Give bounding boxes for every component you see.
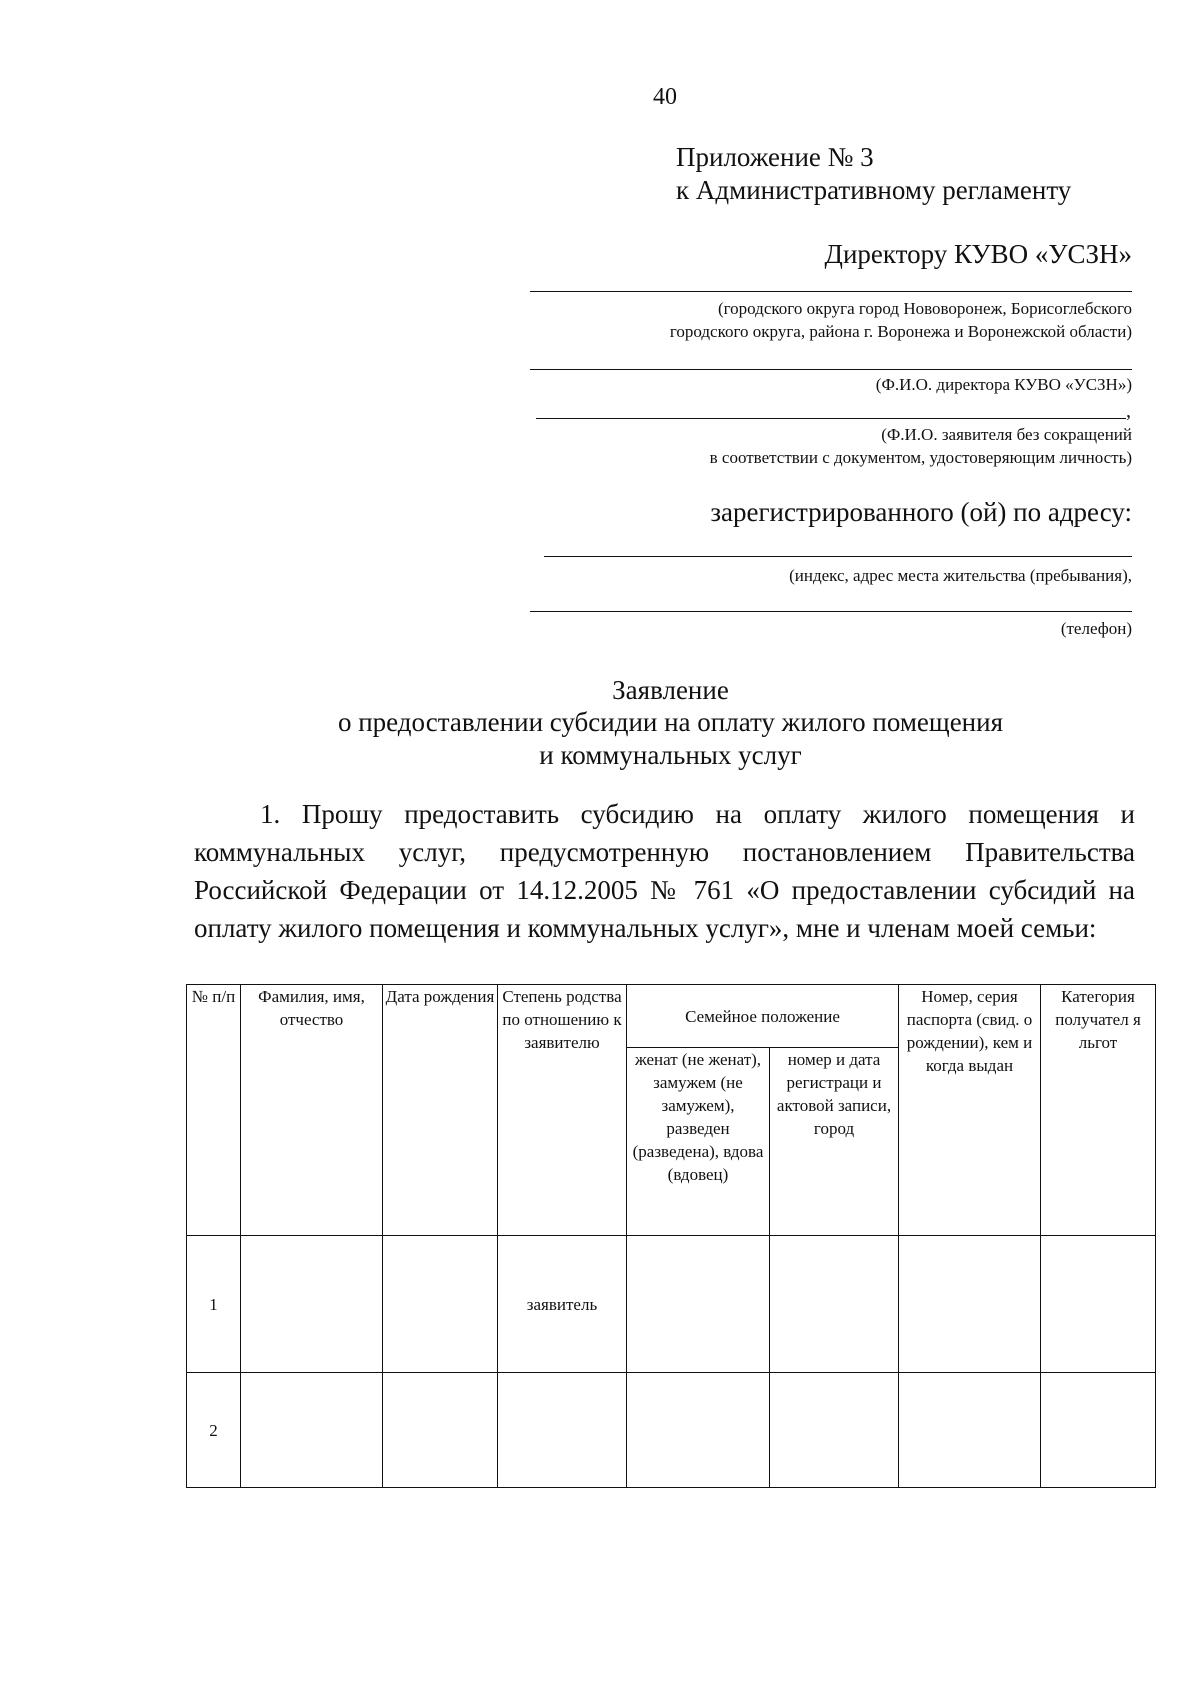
director-hint: (Ф.И.О. директора КУВО «УСЗН») [875,375,1132,394]
row-category[interactable] [1041,1236,1156,1373]
header-passport: Номер, серия паспорта (свид. о рождении), кем и когда выдан [899,985,1041,1236]
row-birth[interactable] [383,1236,498,1373]
table-row [187,1236,1156,1373]
header-family-status: Семейное положение [627,985,899,1048]
page-number: 40 [653,84,677,110]
row-category[interactable] [1041,1373,1156,1488]
statement-paragraph: 1. Прошу предоставить субсидию на оплату жилого помещения и коммунальных услуг, предусмотренную постановлением Правительства Российской Федерации от 14.12.2005 № 761 «О предоставлении субсидий на оплату жилого помещения и коммунальных услуг», мне и членам моей семьи: [194,799,1135,943]
row-relation[interactable] [498,1373,627,1488]
row-name[interactable] [241,1373,383,1488]
applicant-hint-line2: в соответствии с документом, удостоверяющим личность) [709,448,1132,467]
header-num: № п/п [187,985,241,1236]
address-input-line[interactable] [544,556,1132,557]
row-passport[interactable] [899,1236,1041,1373]
addressee-title: Директору КУВО «УСЗН» [824,239,1132,269]
row-num: 2 [187,1373,241,1488]
director-name-line[interactable] [530,369,1132,370]
row-marital[interactable] [627,1373,770,1488]
statement-subtitle-line2: и коммунальных услуг [539,740,802,770]
row-registration[interactable] [770,1373,899,1488]
row-marital[interactable] [627,1236,770,1373]
row-name[interactable] [241,1236,383,1373]
appendix-title: Приложение № 3 [676,142,874,172]
applicant-name-line[interactable] [536,418,1126,419]
header-category: Категория получател я льгот [1041,985,1156,1236]
statement-title: Заявление [612,675,729,705]
table-row [187,1373,1156,1488]
statement-subtitle-line1: о предоставлении субсидии на оплату жилого помещения [337,707,1004,737]
header-marital: женат (не женат), замужем (не замужем), разведен (разведена), вдова (вдовец) [627,1048,770,1236]
row-passport[interactable] [899,1373,1041,1488]
phone-hint: (телефон) [1060,619,1132,638]
applicant-comma: , [1126,400,1131,422]
header-name: Фамилия, имя, отчество [241,985,383,1236]
org-hint-line2: городского округа, района г. Воронежа и Воронежской области) [669,322,1132,341]
header-birth: Дата рождения [383,985,498,1236]
row-relation: заявитель [498,1236,627,1373]
family-members-table [186,984,1156,1488]
org-input-line[interactable] [530,291,1132,292]
applicant-hint-line1: (Ф.И.О. заявителя без сокращений [881,425,1132,444]
row-registration[interactable] [770,1236,899,1373]
address-hint: (индекс, адрес места жительства (пребывания), [789,566,1132,585]
phone-input-line[interactable] [530,611,1132,612]
appendix-subtitle: к Административному регламенту [676,175,1072,205]
header-relation: Степень родства по отношению к заявителю [498,985,627,1236]
row-birth[interactable] [383,1373,498,1488]
registered-label: зарегистрированного (ой) по адресу: [710,497,1132,527]
org-hint-line1: (городского округа город Нововоронеж, Борисоглебского [717,299,1132,318]
header-registration: номер и дата регистраци и актовой записи, город [770,1048,899,1236]
row-num: 1 [187,1236,241,1373]
